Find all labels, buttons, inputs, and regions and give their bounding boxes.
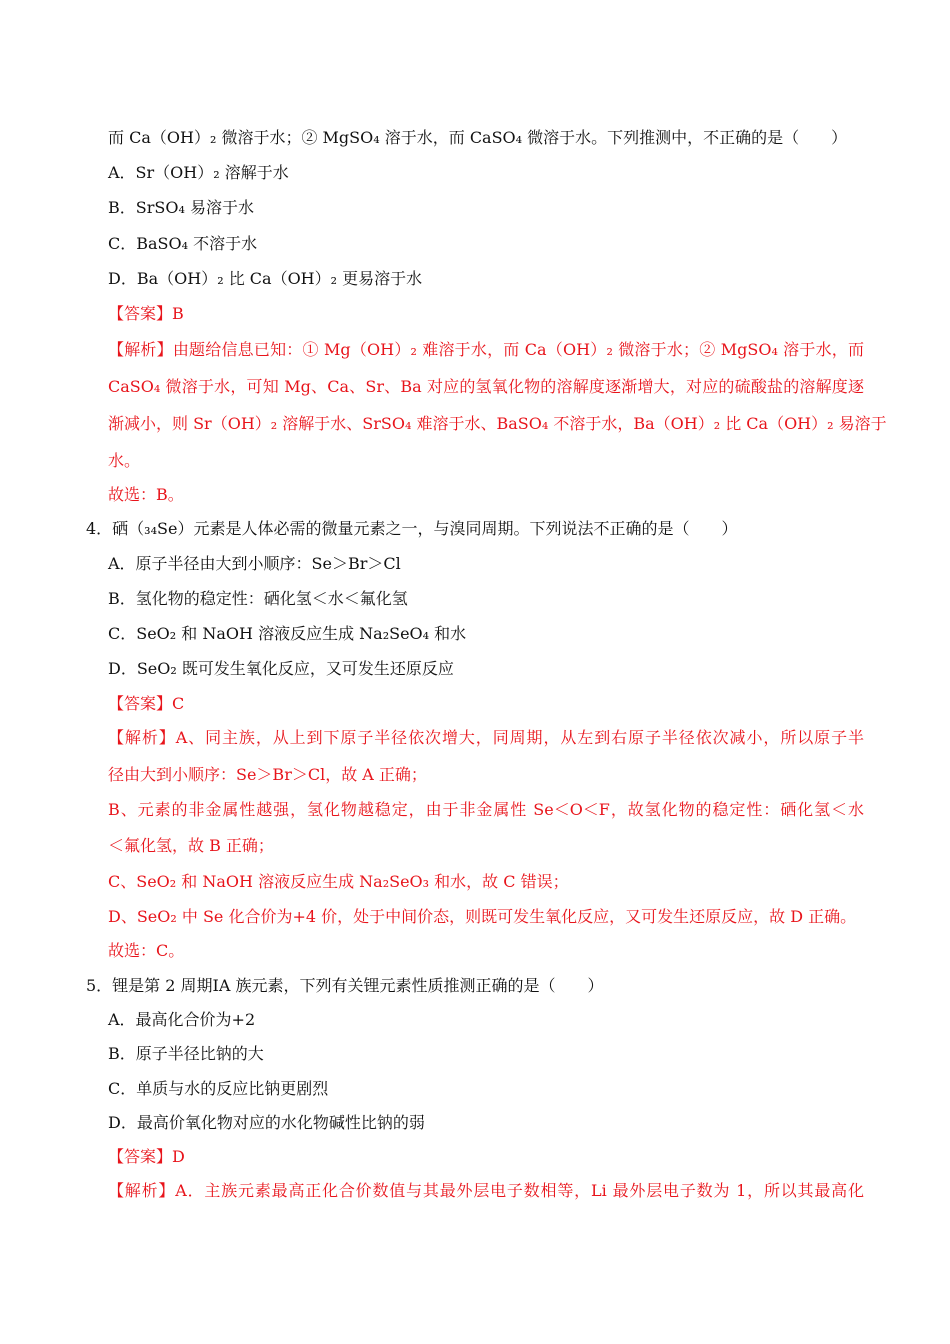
analysis-text: A．主族元素最高正化合价数值与其最外层电子数相等，Li 最外层电子数为 1，所以其最高化 [175, 1181, 864, 1200]
answer-value: C [172, 694, 185, 713]
q4-option-c: C．SeO₂ 和 NaOH 溶液反应生成 Na₂SeO₄ 和水 [108, 624, 467, 643]
q3-analysis-line: 渐减小，则 Sr（OH）₂ 溶解于水、SrSO₄ 难溶于水、BaSO₄ 不溶于水，Ba（OH）₂ 比 Ca（OH）₂ 易溶于 [108, 414, 887, 433]
analysis-tag: 【解析】 [108, 1181, 176, 1200]
analysis-tag: 【解析】 [108, 728, 176, 747]
q5-option-c: C．单质与水的反应比钠更剧烈 [108, 1079, 329, 1098]
q4-option-b: B．氢化物的稳定性：硒化氢＜水＜氟化氢 [108, 589, 408, 608]
q3-option-c: C．BaSO₄ 不溶于水 [108, 234, 258, 253]
q3-answer [108, 304, 864, 324]
q5-option-a: A．最高化合价为+2 [108, 1010, 256, 1029]
q4-option-d: D．SeO₂ 既可发生氧化反应，又可发生还原反应 [108, 659, 454, 678]
analysis-text: 由题给信息已知：① Mg（OH）₂ 难溶于水，而 Ca（OH）₂ 微溶于水；② MgSO₄ 溶于水，而 [172, 340, 864, 359]
q4-option-a: A．原子半径由大到小顺序：Se＞Br＞Cl [108, 554, 401, 573]
q4-analysis-line: B、元素的非金属性越强，氢化物越稳定，由于非金属性 Se＜O＜F，故氢化物的稳定性：硒化氢＜水 [108, 800, 864, 819]
answer-value: B [172, 304, 184, 323]
q3-analysis-line: 水。 [108, 451, 141, 470]
q5-answer [108, 1147, 864, 1167]
q3-conclusion: 故选：B。 [108, 485, 184, 504]
q4-stem: 4．硒（₃₄Se）元素是人体必需的微量元素之一，与溴同周期。下列说法不正确的是（ ） [86, 519, 738, 538]
answer-tag: 【答案】 [108, 694, 173, 713]
q5-option-b: B．原子半径比钠的大 [108, 1044, 264, 1063]
answer-tag: 【答案】 [108, 304, 173, 323]
q5-option-d: D．最高价氧化物对应的水化物碱性比钠的弱 [108, 1113, 425, 1132]
q3-analysis-line: CaSO₄ 微溶于水，可知 Mg、Ca、Sr、Ba 对应的氢氧化物的溶解度逐渐增大，对应的硫酸盐的溶解度逐 [108, 377, 864, 396]
analysis-text: A、同主族，从上到下原子半径依次增大，同周期，从左到右原子半径依次减小，所以原子半 [175, 728, 864, 747]
q4-analysis-line: 径由大到小顺序：Se＞Br＞Cl，故 A 正确； [108, 765, 427, 784]
q5-analysis-line [108, 1181, 864, 1201]
q4-answer [108, 694, 864, 714]
q3-option-b: B．SrSO₄ 易溶于水 [108, 198, 254, 217]
q4-analysis-line [108, 728, 864, 748]
q3-analysis-line [108, 340, 864, 360]
answer-tag: 【答案】 [108, 1147, 173, 1166]
q5-stem: 5．锂是第 2 周期ⅠA 族元素，下列有关锂元素性质推测正确的是（ ） [86, 976, 604, 995]
q3-stem-continued: 而 Ca（OH）₂ 微溶于水；② MgSO₄ 溶于水，而 CaSO₄ 微溶于水。下列推测中，不正确的是（ ） [108, 128, 848, 147]
q3-option-a: A．Sr（OH）₂ 溶解于水 [108, 163, 289, 182]
q4-conclusion: 故选：C。 [108, 941, 185, 960]
q4-analysis-line: D、SeO₂ 中 Se 化合价为+4 价，处于中间价态，则既可发生氧化反应，又可发生还原反应，故 D 正确。 [108, 907, 857, 926]
q3-option-d: D．Ba（OH）₂ 比 Ca（OH）₂ 更易溶于水 [108, 269, 423, 288]
q4-analysis-line: C、SeO₂ 和 NaOH 溶液反应生成 Na₂SeO₃ 和水，故 C 错误； [108, 872, 569, 891]
q4-analysis-line: ＜氟化氢，故 B 正确； [108, 836, 274, 855]
analysis-tag: 【解析】 [108, 340, 173, 359]
answer-value: D [172, 1147, 185, 1166]
